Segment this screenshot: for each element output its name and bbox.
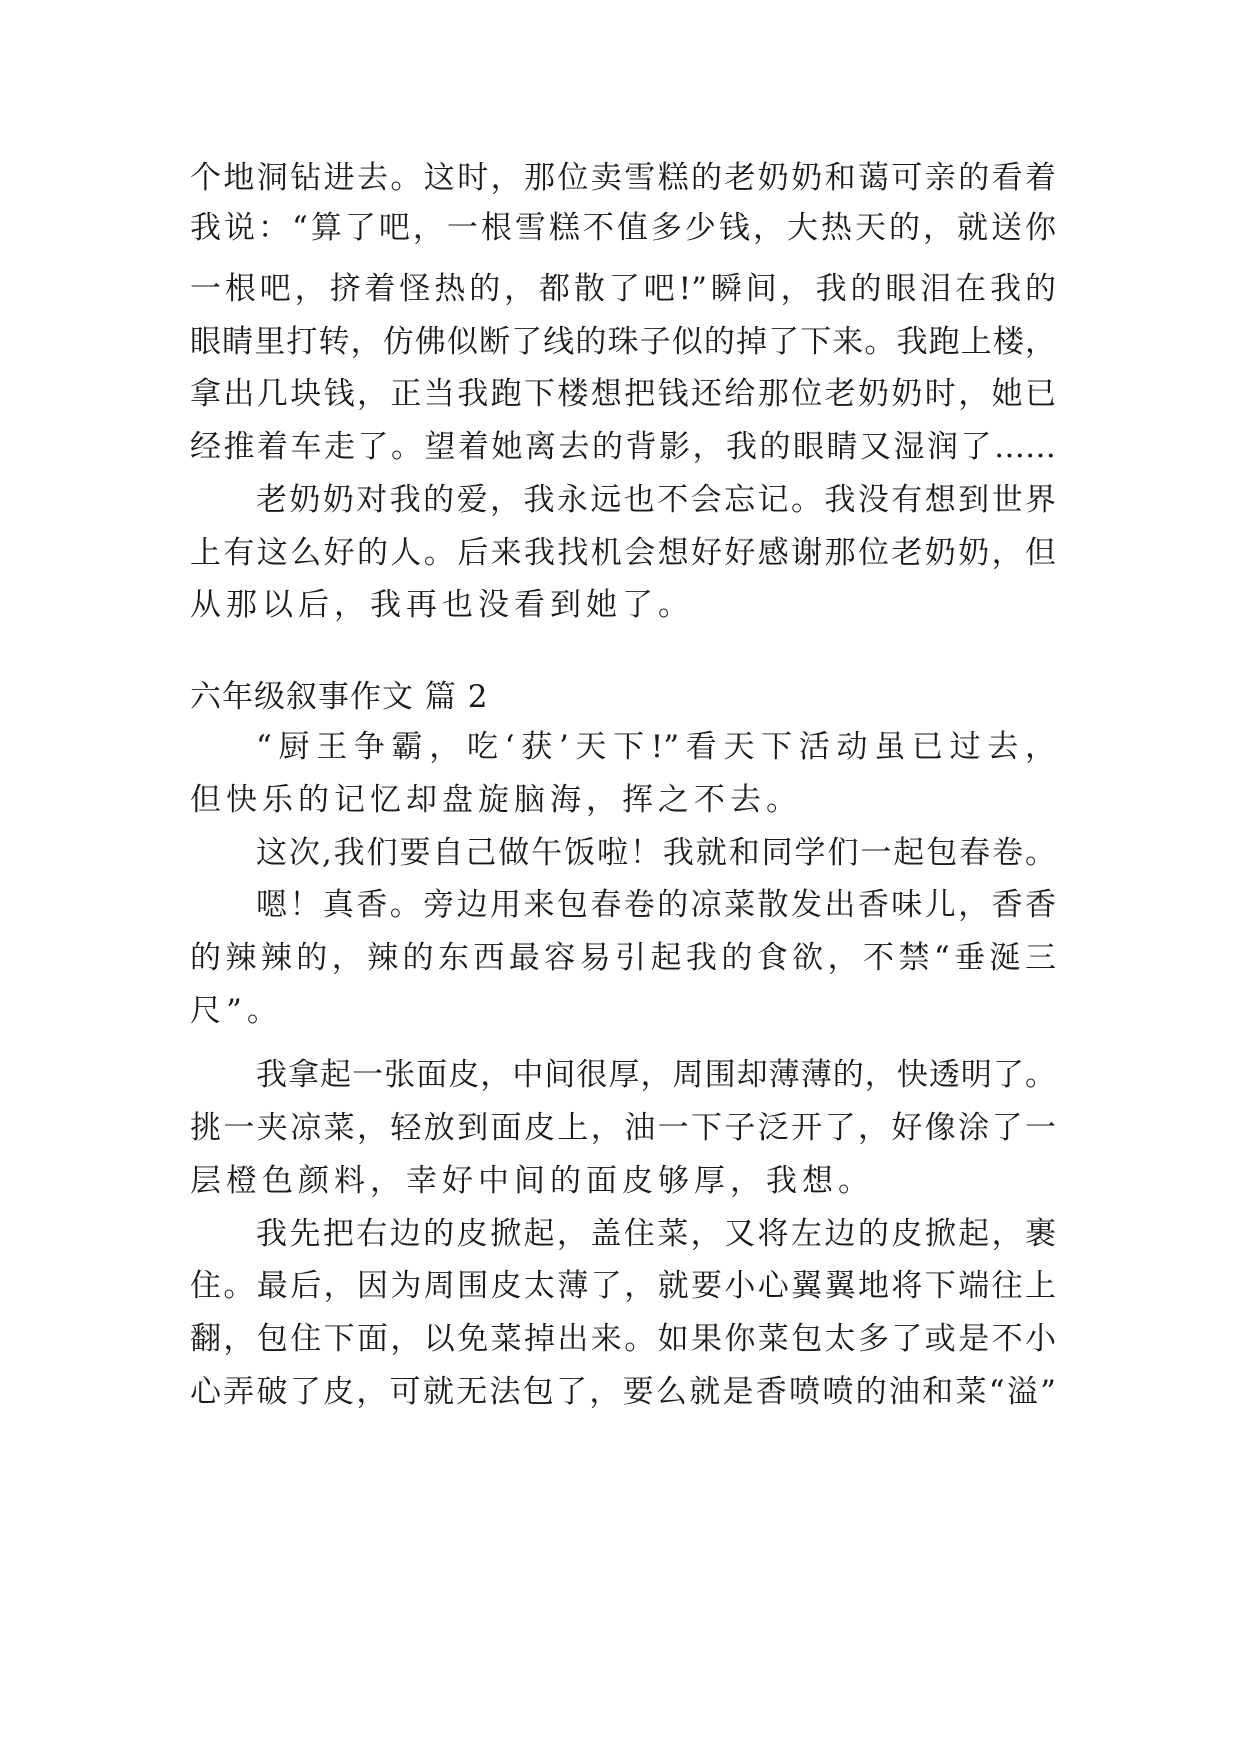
paragraph-line: 嗯！真香。旁边用来包春卷的凉菜散发出香味儿，香香 bbox=[256, 887, 1056, 923]
paragraph-line: 拿出几块钱，正当我跑下楼想把钱还给那位老奶奶时，她已 bbox=[190, 376, 1056, 412]
paragraph-line: 从那以后，我再也没看到她了。 bbox=[190, 587, 694, 623]
paragraph-line: 心弄破了皮，可就无法包了，要么就是香喷喷的油和菜“溢” bbox=[190, 1374, 1056, 1410]
paragraph-line: 我先把右边的皮掀起，盖住菜，又将左边的皮掀起，裹 bbox=[256, 1216, 1056, 1252]
paragraph-line: 住。最后，因为周围皮太薄了，就要小心翼翼地将下端往上 bbox=[190, 1268, 1056, 1304]
paragraph-line: 经推着车走了。望着她离去的背影，我的眼睛又湿润了…… bbox=[190, 429, 1056, 465]
paragraph-line: 我拿起一张面皮，中间很厚，周围却薄薄的，快透明了。 bbox=[256, 1057, 1056, 1093]
paragraph-line: “厨王争霸，吃‘获’天下!”看天下活动虽已过去， bbox=[256, 729, 1056, 765]
paragraph-line: 的辣辣的，辣的东西最容易引起我的食欲，不禁“垂涎三 bbox=[190, 940, 1056, 976]
paragraph-line: 翻，包住下面，以免菜掉出来。如果你菜包太多了或是不小 bbox=[190, 1321, 1056, 1357]
paragraph-line: 挑一夹凉菜，轻放到面皮上，油一下子泛开了，好像涂了一 bbox=[190, 1110, 1056, 1146]
paragraph-line: 我说：“算了吧，一根雪糕不值多少钱，大热天的，就送你 bbox=[190, 210, 1056, 246]
paragraph-line: 尺”。 bbox=[190, 993, 283, 1029]
paragraph-line: 一根吧，挤着怪热的，都散了吧!”瞬间，我的眼泪在我的 bbox=[190, 271, 1056, 307]
paragraph-line: 层橙色颜料，幸好中间的面皮够厚，我想。 bbox=[190, 1163, 874, 1199]
paragraph-line: 个地洞钻进去。这时，那位卖雪糕的老奶奶和蔼可亲的看着 bbox=[190, 160, 1056, 196]
paragraph-line: 但快乐的记忆却盘旋脑海，挥之不去。 bbox=[190, 782, 802, 818]
paragraph-line: 这次,我们要自己做午饭啦！我就和同学们一起包春卷。 bbox=[256, 835, 1056, 871]
paragraph-line: 眼睛里打转，仿佛似断了线的珠子似的掉了下来。我跑上楼， bbox=[190, 324, 1056, 360]
paragraph-line: 老奶奶对我的爱，我永远也不会忘记。我没有想到世界 bbox=[256, 482, 1056, 518]
paragraph-line: 上有这么好的人。后来我找机会想好好感谢那位老奶奶，但 bbox=[190, 535, 1056, 571]
section-heading: 六年级叙事作文 篇 2 bbox=[190, 679, 489, 715]
